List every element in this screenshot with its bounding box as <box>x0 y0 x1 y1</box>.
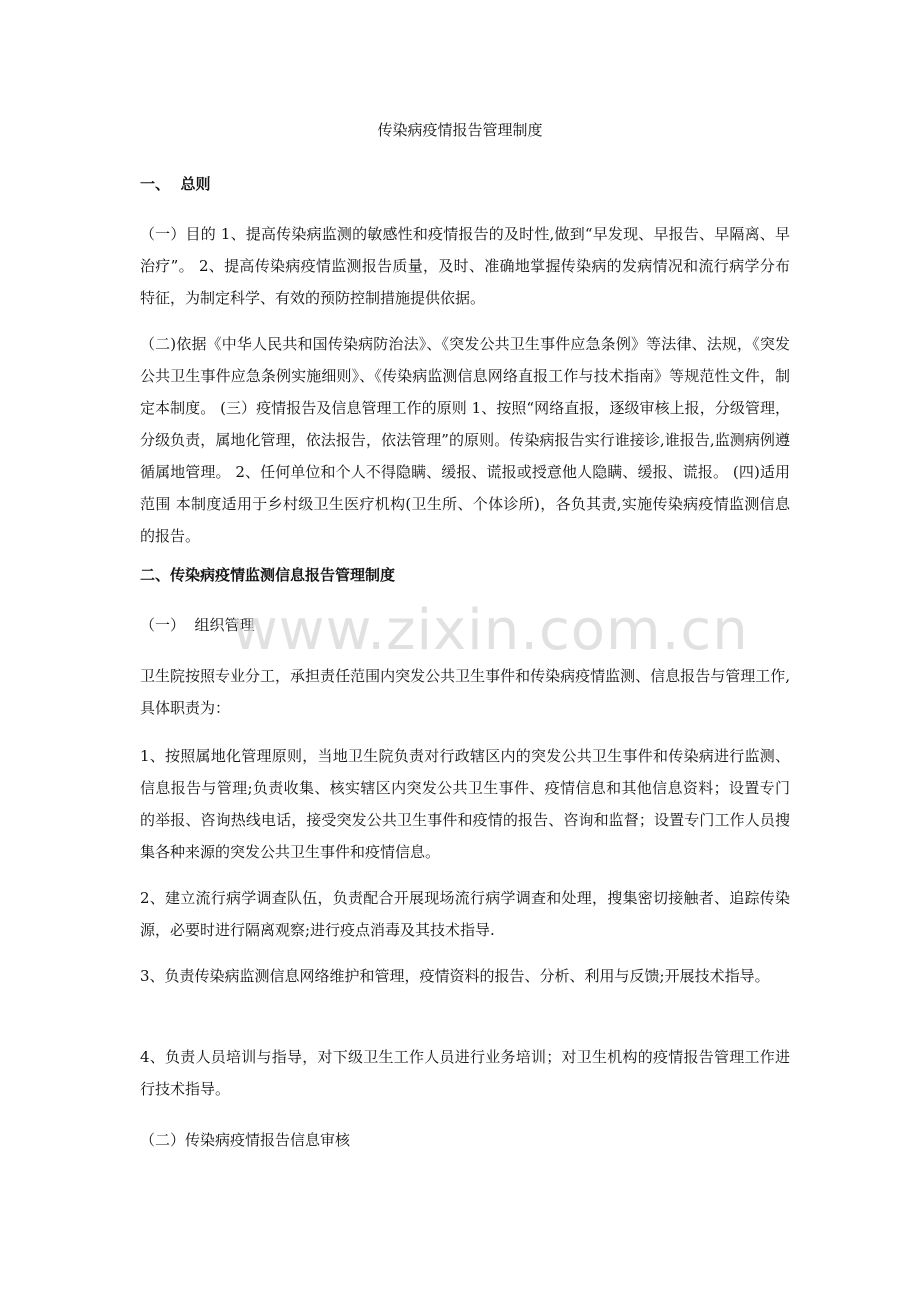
duty-item-2: 2、建立流行病学调查队伍，负责配合开展现场流行病学调查和处理，搜集密切接触者、追踪传染源，必要时进行隔离观察;进行疫点消毒及其技术指导. <box>140 889 790 939</box>
duty-item-1: 1、按照属地化管理原则，当地卫生院负责对行政辖区内的突发公共卫生事件和传染病进行监测、信息报告与管理;负责收集、核实辖区内突发公共卫生事件、疫情信息和其他信息资料；设置专门的举报、咨询热线电话，接受突发公共卫生事件和疫情的报告、咨询和监督；设置专门工作人员搜集各种来源的突发公共卫生事件和疫情信息。 <box>140 747 790 861</box>
watermark: www.zixin.com.cn <box>232 598 749 663</box>
duty-item-4: 4、负责人员培训与指导，对下级卫生工作人员进行业务培训；对卫生机构的疫情报告管理工作进行技术指导。 <box>140 1048 790 1098</box>
document-title: 传染病疫情报告管理制度 <box>377 121 543 139</box>
subheading-organization: （一） 组织管理 <box>140 616 255 634</box>
paragraph-responsibilities-intro: 卫生院按照专业分工，承担责任范围内突发公共卫生事件和传染病疫情监测、信息报告与管理工作,具体职责为： <box>140 667 790 717</box>
subheading-review: （二）传染病疫情报告信息审核 <box>140 1131 351 1149</box>
paragraph-purpose: （一）目的 1、提高传染病监测的敏感性和疫情报告的及时性,做到“早发现、早报告、早隔离、早治疗”。 2、提高传染病疫情监测报告质量，及时、准确地掌握传染病的发病情况和流行病学分布特征，为制定科学、有效的预防控制措施提供依据。 <box>140 225 790 307</box>
section-heading-general: 一、 总则 <box>140 175 211 193</box>
section-heading-reporting-system: 二、传染病疫情监测信息报告管理制度 <box>140 566 396 584</box>
duty-item-3: 3、负责传染病监测信息网络维护和管理，疫情资料的报告、分析、利用与反馈;开展技术指导。 <box>140 967 770 985</box>
paragraph-basis-principles-scope: （二)依据《中华人民共和国传染病防治法》、《突发公共卫生事件应急条例》等法律、法规，《突发公共卫生事件应急条例实施细则》、《传染病监测信息网络直报工作与技术指南》等规范性文件，制定本制度。 (三）疫情报告及信息管理工作的原则 1、按照“网络直报，逐级审核上报，分级管理，分级负责，属地化管理，依法报告，依法管理”的原则。传染病报告实行谁接诊,谁报告,监测病例遵循属地管理。 2、任何单位和个人不得隐瞒、缓报、谎报或授意他人隐瞒、缓报、谎报。 (四)适用范围 本制度适用于乡村级卫生医疗机构(卫生所、个体诊所)，各负其责,实施传染病疫情监测信息的报告。 <box>140 335 790 545</box>
